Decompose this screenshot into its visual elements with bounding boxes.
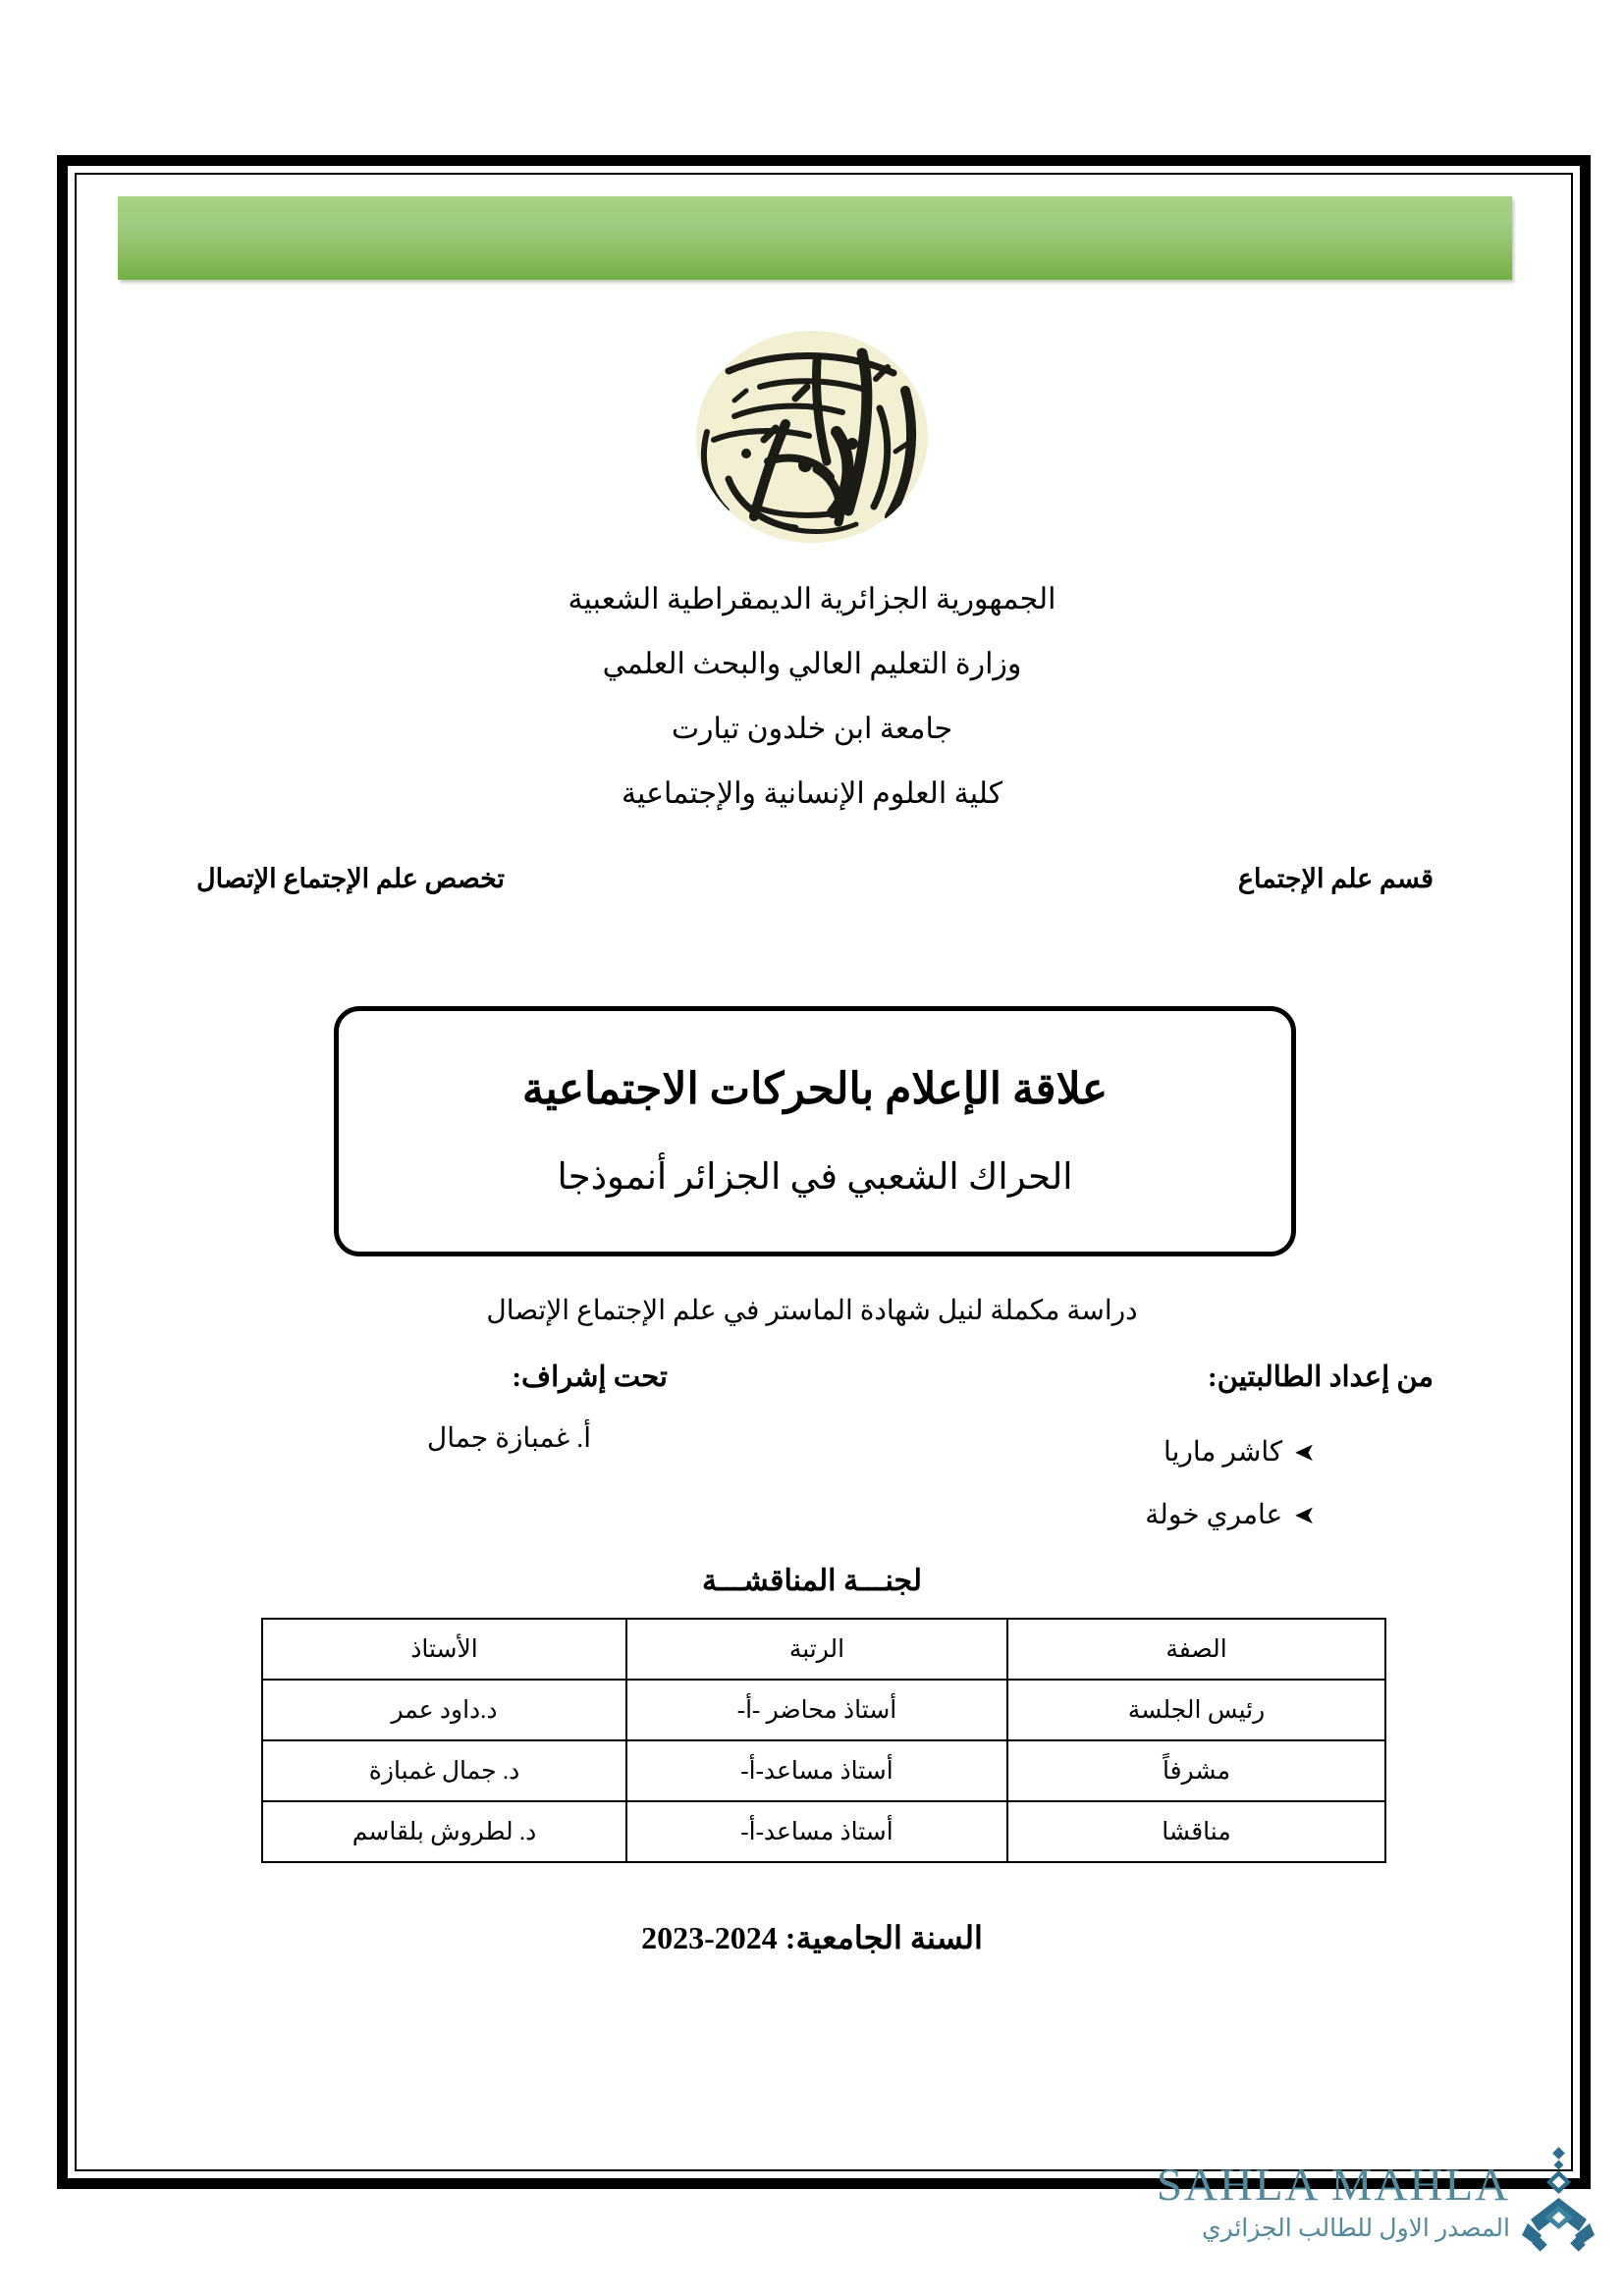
- header-line-university: جامعة ابن خلدون تيارت: [671, 713, 953, 745]
- students-label: من إعداد الطالبتين:: [1207, 1362, 1434, 1393]
- thesis-subtitle: الحراك الشعبي في الجزائر أنموذجا: [557, 1157, 1073, 1198]
- table-row: [262, 1680, 1385, 1740]
- table-row: [262, 1740, 1385, 1801]
- supervisor-column: [196, 1360, 668, 1455]
- arrow-bullet-icon: ➤: [1294, 1501, 1316, 1529]
- table-row: [262, 1801, 1385, 1862]
- cell-ustad: د. جمال غمبازة: [262, 1740, 626, 1801]
- jury-table: [261, 1618, 1386, 1863]
- watermark-tagline: المصدر الاول للطالب الجزائري: [1201, 2216, 1510, 2242]
- student-entry: [884, 1484, 1434, 1547]
- cell-rutba: أستاذ مساعد-أ-: [626, 1801, 1007, 1862]
- jury-section-title: لجنـــة المناقشـــة: [701, 1565, 923, 1597]
- institution-header: [0, 567, 1624, 827]
- thesis-degree-note: دراسة مكملة لنيل شهادة الماستر في علم الإجتماع الإتصال: [486, 1296, 1138, 1326]
- cell-ustad: د.داود عمر: [262, 1680, 626, 1740]
- university-logo-icon: [670, 314, 954, 560]
- cell-rutba: أستاذ محاضر -أ-: [626, 1680, 1007, 1740]
- university-logo-container: [0, 314, 1624, 564]
- specialty-label: تخصص علم الإجتماع الإتصال: [196, 864, 506, 893]
- header-line-faculty: كلية العلوم الإنسانية والإجتماعية: [621, 777, 1003, 810]
- cell-sifa: مناقشا: [1007, 1801, 1385, 1862]
- thesis-title-box: [334, 1006, 1296, 1256]
- sahla-mahla-logo-icon: [1516, 2147, 1600, 2255]
- student-entry: [884, 1421, 1434, 1484]
- department-row: [196, 864, 1434, 894]
- academic-year-label: السنة الجامعية:: [785, 1920, 983, 1955]
- students-column: [884, 1360, 1434, 1547]
- supervisor-label: تحت إشراف:: [512, 1362, 668, 1393]
- table-header-row: [262, 1619, 1385, 1680]
- header-line-ministry: وزارة التعليم العالي والبحث العلمي: [602, 648, 1022, 680]
- column-header-sifa: الصفة: [1007, 1619, 1385, 1680]
- cell-rutba: أستاذ مساعد-أ-: [626, 1740, 1007, 1801]
- cell-sifa: رئيس الجلسة: [1007, 1680, 1385, 1740]
- supervisor-name: أ. غمبازة جمال: [426, 1423, 591, 1454]
- column-header-ustad: الأستاذ: [262, 1619, 626, 1680]
- authors-and-supervisor: [196, 1360, 1434, 1547]
- department-label: قسم علم الإجتماع: [1237, 864, 1434, 893]
- green-header-banner: [118, 196, 1512, 280]
- student-name: عامري خولة: [1145, 1500, 1283, 1530]
- column-header-rutba: الرتبة: [626, 1619, 1007, 1680]
- arrow-bullet-icon: ➤: [1294, 1438, 1316, 1467]
- cell-ustad: د. لطروش بلقاسم: [262, 1801, 626, 1862]
- sahla-mahla-watermark: [1110, 2132, 1600, 2269]
- student-name: كاشر ماريا: [1164, 1437, 1283, 1468]
- watermark-text: [1157, 2159, 1510, 2243]
- header-line-country: الجمهورية الجزائرية الديمقراطية الشعبية: [568, 583, 1056, 615]
- academic-year-value: 2023-2024: [641, 1920, 778, 1955]
- cell-sifa: مشرفاً: [1007, 1740, 1385, 1801]
- watermark-name: SAHLA MAHLA: [1156, 2160, 1510, 2211]
- thesis-title: علاقة الإعلام بالحركات الاجتماعية: [521, 1065, 1109, 1113]
- academic-year: [0, 1919, 1624, 1956]
